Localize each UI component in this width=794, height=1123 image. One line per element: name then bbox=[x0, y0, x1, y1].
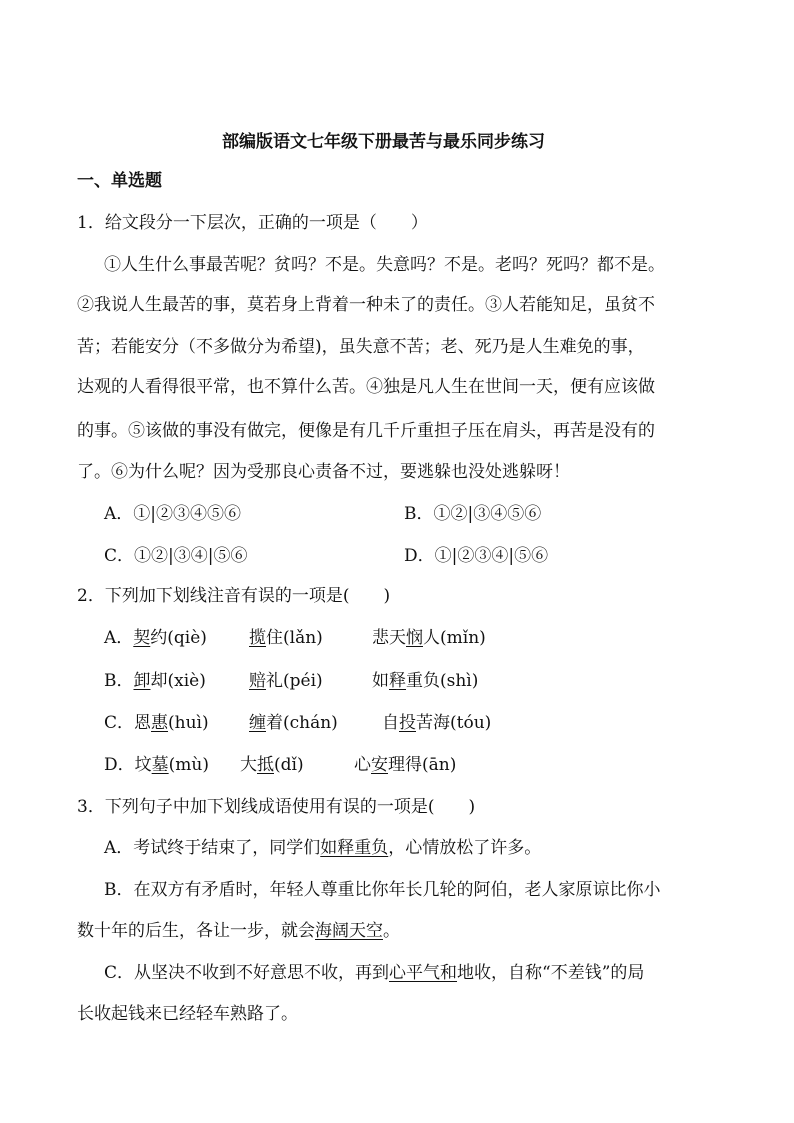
underlined-char: 卸 bbox=[133, 671, 151, 691]
q2-option-b: B．卸却(xiè) bbox=[104, 671, 206, 691]
q3-option-b-line-2: 数十年的后生，各让一步，就会海阔天空。 bbox=[77, 921, 400, 941]
question-2-stem: 2．下列加下划线注音有误的一项是( ) bbox=[77, 586, 391, 606]
underlined-char: 缠 bbox=[249, 713, 266, 733]
q2-option-d-word-3: 心安理得(ān) bbox=[354, 755, 457, 775]
q2-option-b-word-3: 如释重负(shì) bbox=[372, 671, 479, 691]
q1-passage-line-1: ①人生什么事最苦呢？贫吗？不是。失意吗？不是。老吗？死吗？都不是。 bbox=[104, 255, 665, 275]
underlined-idiom: 心平气和 bbox=[389, 963, 458, 983]
option-letter: C． bbox=[104, 713, 135, 733]
q1-passage-line-4: 达观的人看得很平常，也不算什么苦。④独是凡人生在世间一天，便有应该做 bbox=[77, 377, 655, 397]
q2-option-c-word-3: 自投苦海(tóu) bbox=[382, 713, 492, 733]
q2-option-a: A．契约(qiè) bbox=[104, 628, 207, 648]
underlined-char: 赔 bbox=[249, 671, 266, 691]
underlined-char: 揽 bbox=[249, 628, 266, 648]
q3-option-a: A．考试终于结束了，同学们如释重负，心情放松了许多。 bbox=[104, 838, 542, 858]
underlined-char: 释 bbox=[389, 671, 406, 691]
underlined-char: 悯 bbox=[406, 628, 423, 648]
underlined-char: 投 bbox=[399, 713, 416, 733]
underlined-char: 惠 bbox=[151, 713, 169, 733]
q3-option-b-line-1: B．在双方有矛盾时，年轻人尊重比你年长几轮的阿伯，老人家原谅比你小 bbox=[104, 880, 661, 900]
q1-option-c: C．①②|③④|⑤⑥ bbox=[104, 546, 248, 566]
option-letter: D． bbox=[104, 755, 135, 775]
q2-option-d: D．坟墓(mù) bbox=[104, 755, 209, 775]
question-3-stem: 3．下列句子中加下划线成语使用有误的一项是( ) bbox=[77, 797, 476, 817]
option-letter: A． bbox=[104, 628, 134, 648]
q1-passage-line-5: 的事。⑤该做的事没有做完，便像是有几千斤重担子压在肩头，再苦是没有的 bbox=[77, 421, 655, 441]
q2-option-a-word-3: 悲天悯人(mǐn) bbox=[372, 628, 486, 648]
q2-option-c: C．恩惠(huì) bbox=[104, 713, 209, 733]
underlined-idiom: 如释重负 bbox=[320, 838, 389, 858]
underlined-char: 抵 bbox=[257, 755, 274, 775]
q1-option-d: D．①|②③④|⑤⑥ bbox=[404, 546, 549, 566]
underlined-idiom: 海阔天空 bbox=[315, 921, 383, 941]
q2-option-d-word-2: 大抵(dǐ) bbox=[240, 755, 304, 775]
option-letter: B． bbox=[104, 671, 134, 691]
section-heading: 一、单选题 bbox=[77, 171, 162, 191]
q2-option-c-word-2: 缠着(chán) bbox=[249, 713, 338, 733]
underlined-char: 契 bbox=[133, 628, 151, 648]
underlined-char: 墓 bbox=[151, 755, 169, 775]
question-1-stem: 1．给文段分一下层次，正确的一项是（ ） bbox=[77, 213, 428, 233]
q3-option-c-line-2: 长收起钱来已经轻车熟路了。 bbox=[77, 1004, 298, 1024]
q2-option-b-word-2: 赔礼(péi) bbox=[249, 671, 323, 691]
q2-option-a-word-2: 揽住(lǎn) bbox=[249, 628, 323, 648]
underlined-char: 安 bbox=[371, 755, 388, 775]
q1-passage-line-2: ②我说人生最苦的事，莫若身上背着一种未了的责任。③人若能知足，虽贫不 bbox=[77, 295, 655, 315]
q1-option-a: A．①|②③④⑤⑥ bbox=[104, 504, 242, 524]
q1-passage-line-3: 苦；若能安分（不多做分为希望)，虽失意不苦；老、死乃是人生难免的事， bbox=[77, 337, 645, 357]
q3-option-c-line-1: C．从坚决不收到不好意思不收，再到心平气和地收，自称“不差钱”的局 bbox=[104, 963, 645, 983]
q1-passage-line-6: 了。⑥为什么呢？因为受那良心责备不过，要逃躲也没处逃躲呀！ bbox=[77, 462, 570, 482]
q1-option-b: B．①②|③④⑤⑥ bbox=[404, 504, 542, 524]
document-title: 部编版语文七年级下册最苦与最乐同步练习 bbox=[222, 132, 545, 152]
